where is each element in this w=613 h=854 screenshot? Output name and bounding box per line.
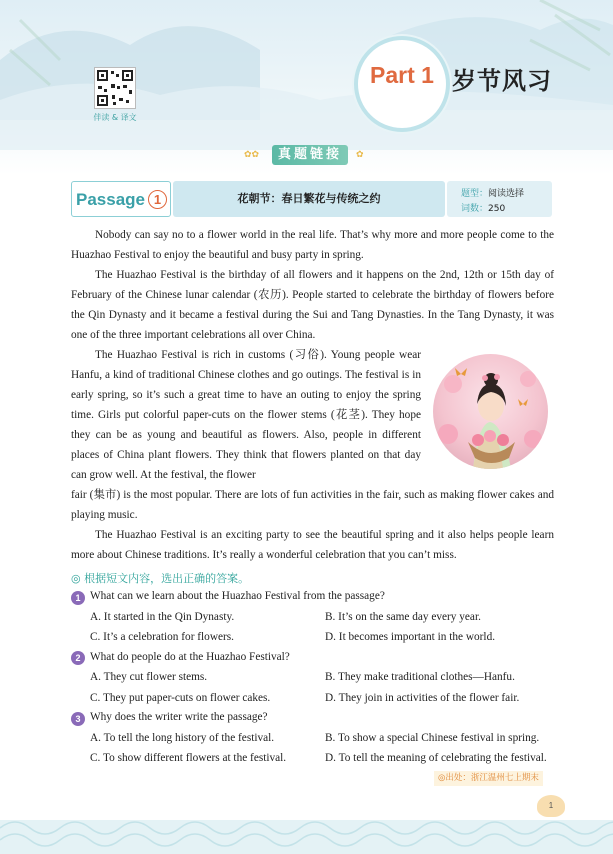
passage-header	[71, 181, 552, 217]
source-note: ◎出处：浙江温州七上期末	[434, 771, 543, 786]
qr-code-icon	[95, 68, 135, 108]
section-badge: 真题链接	[272, 145, 348, 165]
passage-word-count: 词数：250	[461, 204, 506, 214]
passage-meta	[447, 181, 552, 217]
question-3-text: Why does the writer write the passage?	[90, 711, 268, 723]
decor-dots-right-icon: ✿	[356, 150, 364, 160]
passage-number: 1	[148, 190, 167, 209]
qr-label: 伴读 & 译文	[93, 113, 137, 122]
question-instruction: ◎ 根据短文内容，选出正确的答案。	[71, 572, 250, 585]
question-3-option-b[interactable]: B. To show a special Chinese festival in spring.	[325, 732, 540, 744]
paragraph-3-continued: fair (集市) is the most popular. There are lots of fun activities in the fair, such as making flower cakes and playing music.	[71, 489, 554, 521]
page-number: 1	[537, 795, 565, 817]
passage-word: Passage	[76, 190, 145, 209]
paragraph-3: The Huazhao Festival is rich in customs (习俗). Young people wear Hanfu, a kind of traditional Chinese clothes and go outings. The festival is in early spring, so it’s such a great time to have an outing to enjoy the spring time. Girls put colorful paper-cuts on the flower stems (花茎). They hope they can be as young and beautiful as flowers. Also, people in different places of China plant flowers. They think that flowers planted on that day can grow well. At the festival, the flower	[71, 349, 421, 481]
question-2-option-a[interactable]: A. They cut flower stems.	[90, 671, 208, 683]
paragraph-4: The Huazhao Festival is an exciting party to see the beautiful spring and it also helps people learn more about Chinese traditions. It’s really a wonderful celebration that you can’t miss.	[71, 529, 554, 561]
passage-label-box	[71, 181, 171, 217]
part-label: Part 1	[370, 62, 434, 88]
part-title: 岁节风习	[452, 67, 552, 95]
question-3-option-a[interactable]: A. To tell the long history of the festival.	[90, 732, 275, 744]
passage-title: 花朝节：春日繁花与传统之约	[173, 181, 445, 217]
question-2-option-d[interactable]: D. They join in activities of the flower fair.	[325, 692, 520, 704]
question-1-number: 1	[71, 591, 85, 605]
question-2-option-b[interactable]: B. They make traditional clothes—Hanfu.	[325, 671, 515, 683]
hanfu-girl-illustration	[433, 354, 548, 469]
question-2-text: What do people do at the Huazhao Festival?	[90, 651, 290, 663]
question-1-option-b[interactable]: B. It’s on the same day every year.	[325, 611, 481, 623]
question-2-number: 2	[71, 651, 85, 665]
question-2-option-c[interactable]: C. They put paper-cuts on flower cakes.	[90, 692, 271, 704]
question-3-number: 3	[71, 712, 85, 726]
question-1-text: What can we learn about the Huazhao Festival from the passage?	[90, 590, 385, 602]
paragraph-2: The Huazhao Festival is the birthday of all flowers and it happens on the 2nd, 12th or 15th day of February of the Chinese lunar calendar (农历). People started to celebrate the birthday of flowers before the Qin Dynasty and it became a festival during the Sui and Tang Dynasties. In the Tang Dynasty, it was one of the three important celebrations all over China.	[71, 269, 554, 341]
question-3-option-c[interactable]: C. To show different flowers at the festival.	[90, 752, 287, 764]
qr-code[interactable]	[94, 67, 136, 109]
decor-dots-left-icon: ✿✿	[244, 150, 260, 160]
bottom-wave-decoration	[0, 808, 613, 854]
question-1-option-a[interactable]: A. It started in the Qin Dynasty.	[90, 611, 235, 623]
question-1-option-d[interactable]: D. It becomes important in the world.	[325, 631, 496, 643]
question-3-option-d[interactable]: D. To tell the meaning of celebrating the festival.	[325, 752, 547, 764]
paragraph-1: Nobody can say no to a flower world in the real life. That’s why more and more people come to the Huazhao Festival to enjoy the beautiful and busy party in spring.	[71, 229, 554, 261]
passage-type: 题型：阅读选择	[461, 189, 525, 199]
question-1-option-c[interactable]: C. It’s a celebration for flowers.	[90, 631, 234, 643]
hanfu-girl-image	[433, 354, 548, 469]
